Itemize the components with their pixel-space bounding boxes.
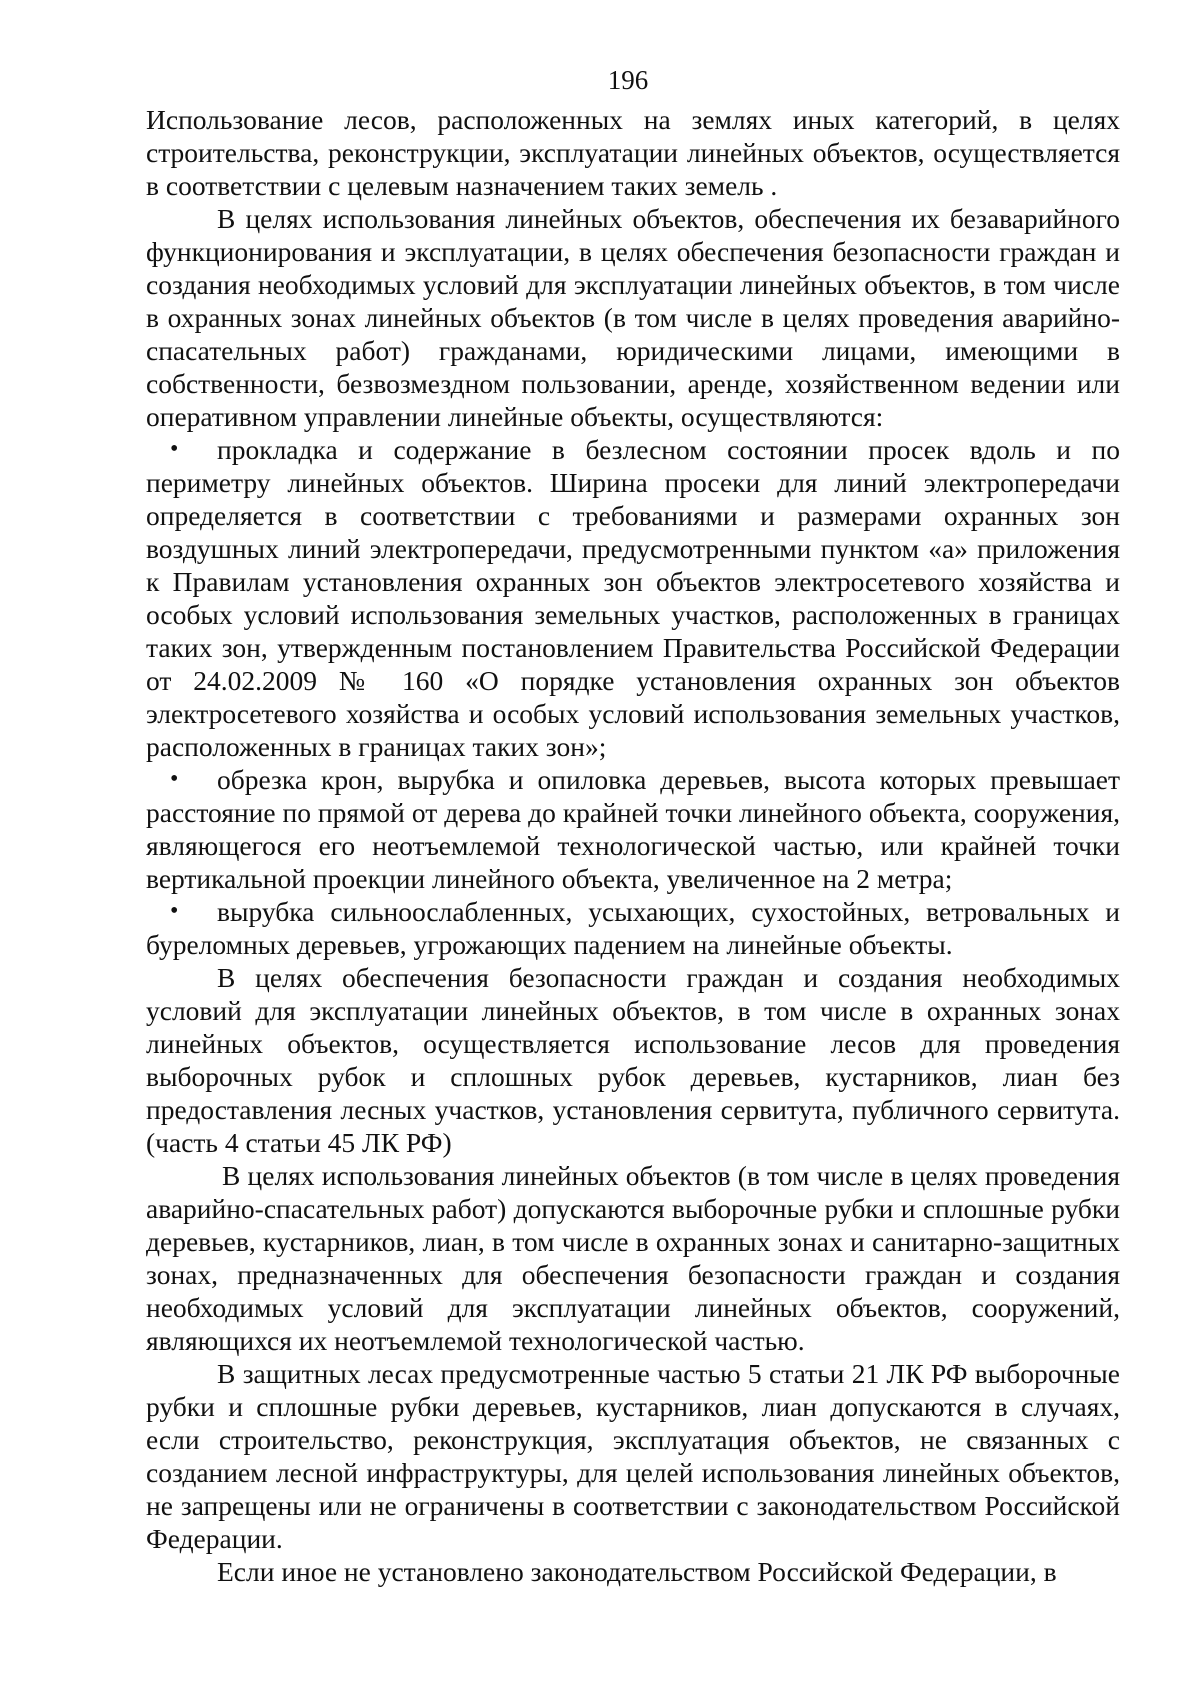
page-number: 196 (607, 65, 649, 95)
bullet-list (146, 433, 1120, 961)
paragraph-land-use: Использование лесов, расположенных на землях иных категорий, в целях строительства, реконструкции, эксплуатации линейных объектов, осуществляется в соответствии с целевым назначением таких земель . (146, 104, 1120, 201)
list-item (146, 763, 1120, 895)
bullet-icon: • (170, 898, 179, 924)
bullet-icon: • (170, 766, 179, 792)
list-item (146, 433, 1120, 763)
bullet-icon: • (170, 436, 179, 462)
paragraph-linear-objects: В целях использования линейных объектов, обеспечения их безаварийного функционирования и эксплуатации, в целях обеспечения безопасности граждан и создания необходимых условий для эксплуатации линейных объектов, в том числе в охранных зонах линейных объектов (в том числе в целях проведения аварийно-спасательных работ) гражданами, юридическими лицами, имеющими в собственности, безвозмездном пользовании, аренде, хозяйственном ведении или оперативном управлении линейные объекты, осуществляются: (146, 203, 1120, 432)
paragraph-continuation: Если иное не установлено законодательством Российской Федерации, в (217, 1556, 1057, 1587)
list-item (146, 895, 1120, 961)
list-item-text: обрезка крон, вырубка и опиловка деревьев, высота которых превышает расстояние по прямой от дерева до крайней точки линейного объекта, сооружения, являющегося его неотъемлемой технологической частью, или крайней точки вертикальной проекции линейного объекта, увеличенное на 2 метра; (146, 764, 1120, 894)
paragraph-emergency-works: В целях использования линейных объектов (в том числе в целях проведения аварийно-спасательных работ) допускаются выборочные рубки и сплошные рубки деревьев, кустарников, лиан, в том числе в охранных зонах и санитарно-защитных зонах, предназначенных для обеспечения безопасности граждан и создания необходимых условий для эксплуатации линейных объектов, сооружений, являющихся их неотъемлемой технологической частью. (146, 1160, 1120, 1356)
list-item-text: вырубка сильноослабленных, усыхающих, сухостойных, ветровальных и буреломных деревьев, угрожающих падением на линейные объекты. (146, 896, 1120, 960)
paragraph-protective-forests: В защитных лесах предусмотренные частью 5 статьи 21 ЛК РФ выборочные рубки и сплошные рубки деревьев, кустарников, лиан допускаются в случаях, если строительство, реконструкция, эксплуатация объектов, не связанных с созданием лесной инфраструктуры, для целей использования линейных объектов, не запрещены или не ограничены в соответствии с законодательством Российской Федерации. (146, 1358, 1120, 1554)
list-item-text: прокладка и содержание в безлесном состоянии просек вдоль и по периметру линейных объектов. Ширина просеки для линий электропередачи определяется в соответствии с требованиями и размерами охранных зон воздушных линий электропередачи, предусмотренными пунктом «а» приложения к Правилам установления охранных зон объектов электросетевого хозяйства и особых условий использования земельных участков, расположенных в границах таких зон, утвержденным постановлением Правительства Российской Федерации от 24.02.2009 № 160 «О порядке установления охранных зон объектов электросетевого хозяйства и особых условий использования земельных участков, расположенных в границах таких зон»; (146, 434, 1120, 762)
paragraph-safety: В целях обеспечения безопасности граждан и создания необходимых условий для эксплуатации линейных объектов, в том числе в охранных зонах линейных объектов, осуществляется использование лесов для проведения выборочных рубок и сплошных рубок деревьев, кустарников, лиан без предоставления лесных участков, установления сервитута, публичного сервитута. (часть 4 статьи 45 ЛК РФ) (146, 962, 1120, 1158)
